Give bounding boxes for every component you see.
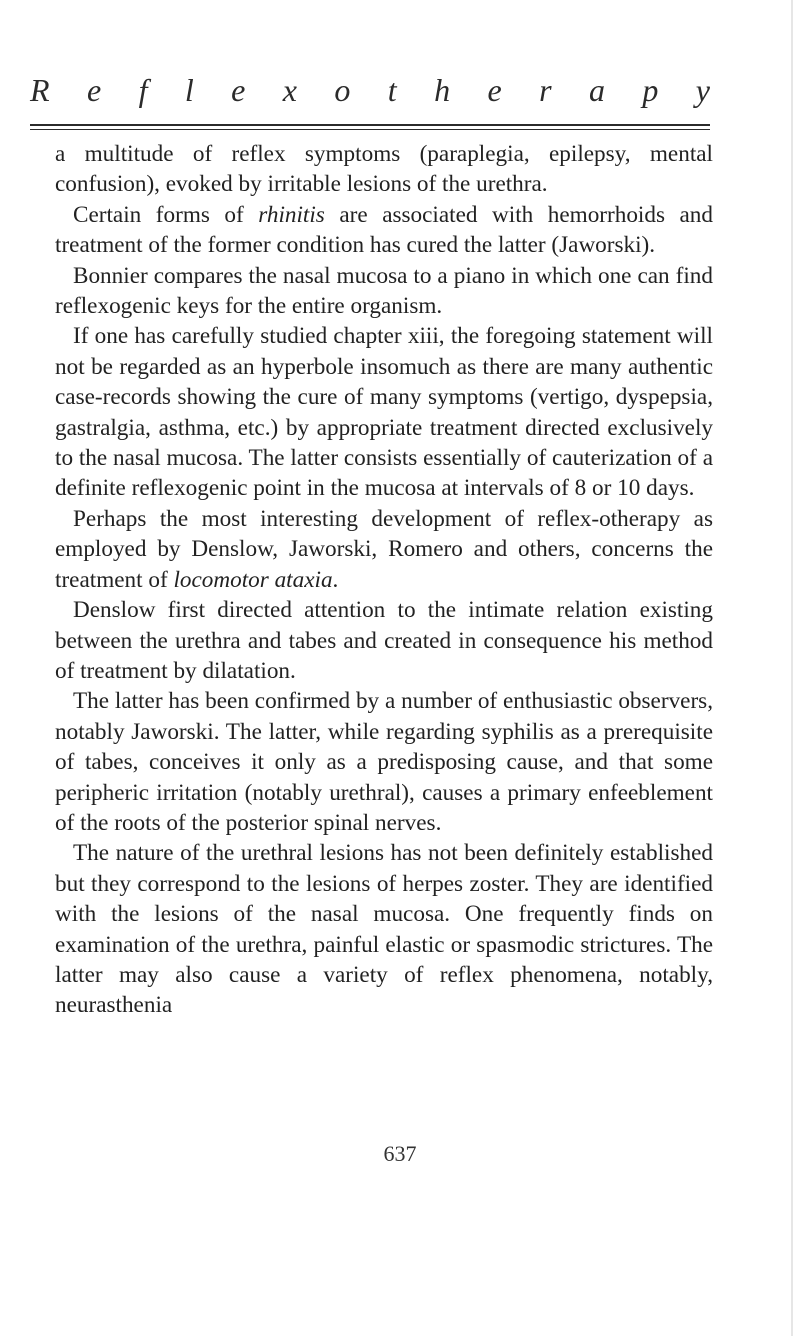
running-head-letter: h <box>434 72 451 108</box>
italic-term: rhinitis <box>258 201 325 228</box>
paragraph: The nature of the urethral lesions has not been definitely established but they correspond to the lesions of herpes zoster. They are identified with the lesions of the nasal mucosa. One frequently finds on examination of the urethra, painful elastic or spasmodic strictures. The latter may also cause a variety of reflex phenomena, notably, neurasthenia <box>55 840 713 1019</box>
paragraph: Bonnier compares the nasal mucosa to a piano in which one can find reflexogenic keys for the entire organism. <box>55 262 713 320</box>
running-head-letter: x <box>282 72 297 108</box>
running-head-letter: e <box>487 72 502 108</box>
running-head-letter: l <box>184 72 194 108</box>
header-rule-thin <box>30 129 710 130</box>
running-head-letter: e <box>86 72 102 108</box>
header-rule-thick <box>30 124 710 126</box>
running-head-letter: t <box>387 72 397 108</box>
italic-term: locomotor ataxia <box>173 566 333 593</box>
running-head-letter: f <box>138 72 148 108</box>
running-head-letter: a <box>588 72 605 108</box>
paragraph: a multitude of reflex symptoms (paraplegia, epilepsy, mental confusion), evoked by irritable lesions of the urethra. <box>55 141 713 198</box>
paragraph-locomotor-ataxia: Perhaps the most interesting development of reflex-otherapy as employed by Denslow, Jaworski, Romero and others, concerns the treatment of locomotor ataxia. <box>55 505 713 593</box>
paragraph: The latter has been confirmed by a number of enthusiastic observers, notably Jaworski. The latter, while regarding syphilis as a prerequisite of tabes, conceives it only as a predisposing cause, and that some peripheric irritation (notably urethral), causes a primary enfeeblement of the roots of the posterior spinal nerves. <box>55 688 713 836</box>
body-text <box>55 139 713 1021</box>
running-head-title <box>30 70 710 110</box>
paragraph: Denslow first directed attention to the intimate relation existing between the urethra and tabes and created in consequence his method of treatment by dilatation. <box>55 597 713 684</box>
running-head-letter: e <box>231 72 246 108</box>
scan-edge <box>791 0 793 1336</box>
paragraph-rhinitis: Certain forms of rhinitis are associated with hemorrhoids and treatment of the former condition has cured the latter (Jaworski). <box>55 201 713 259</box>
running-head-letter: p <box>642 72 659 108</box>
running-head-letter: y <box>695 72 710 108</box>
running-head-letter: o <box>334 72 351 108</box>
running-head-letter: r <box>539 72 552 108</box>
paragraph: If one has carefully studied chapter xiii, the foregoing statement will not be regarded as an hyperbole insomuch as there are many authentic case-records showing the cure of many symptoms (vertigo, dyspepsia, gastralgia, asthma, etc.) by appropriate treatment directed exclusively to the nasal mucosa. The latter consists essentially of cauterization of a definite reflexogenic point in the mucosa at intervals of 8 or 10 days. <box>55 323 713 502</box>
page-number: 637 <box>383 1141 417 1166</box>
running-head-letter: R <box>30 72 50 108</box>
